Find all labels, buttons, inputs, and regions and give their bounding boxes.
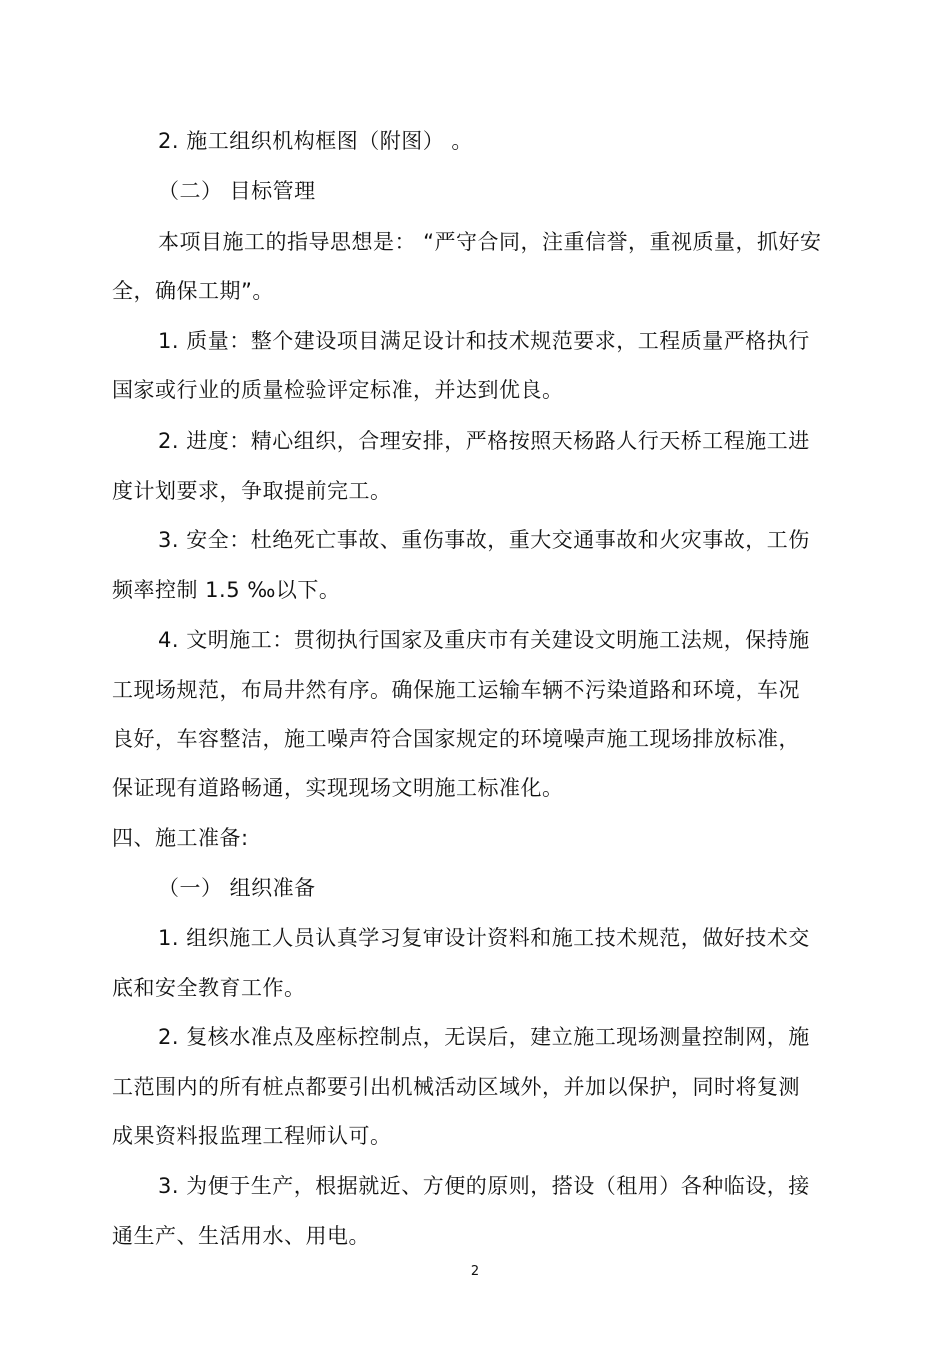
text-line: 通生产、生活用水、用电。 bbox=[112, 1224, 370, 1248]
text-line: 3. 安全：杜绝死亡事故、重伤事故，重大交通事故和火灾事故，工伤 bbox=[158, 528, 810, 552]
text-line: 良好，车容整洁，施工噪声符合国家规定的环境噪声施工现场排放标准， bbox=[112, 727, 800, 751]
text-line: 全，确保工期”。 bbox=[112, 279, 274, 303]
text-line: 工范围内的所有桩点都要引出机械活动区域外，并加以保护，同时将复测 bbox=[112, 1075, 800, 1099]
section-heading: （一） 组织准备 bbox=[158, 876, 316, 900]
text-line: 2. 复核水准点及座标控制点，无误后，建立施工现场测量控制网，施 bbox=[158, 1025, 810, 1049]
text-line: 1. 质量：整个建设项目满足设计和技术规范要求，工程质量严格执行 bbox=[158, 329, 810, 353]
page-number: 2 bbox=[470, 1264, 480, 1279]
text-line: 3. 为便于生产，根据就近、方便的原则，搭设（租用）各种临设，接 bbox=[158, 1174, 810, 1198]
text-line: 2. 进度：精心组织，合理安排，严格按照天杨路人行天桥工程施工进 bbox=[158, 429, 810, 453]
text-line: 本项目施工的指导思想是： “严守合同，注重信誉，重视质量，抓好安 bbox=[158, 230, 822, 254]
text-line: 频率控制 1.5 ‰以下。 bbox=[112, 578, 341, 602]
text-line: 成果资料报监理工程师认可。 bbox=[112, 1124, 392, 1148]
text-line: 4. 文明施工：贯彻执行国家及重庆市有关建设文明施工法规，保持施 bbox=[158, 628, 810, 652]
text-line: 底和安全教育工作。 bbox=[112, 976, 306, 1000]
text-line: 保证现有道路畅通，实现现场文明施工标准化。 bbox=[112, 776, 564, 800]
text-line: 工现场规范，布局井然有序。确保施工运输车辆不污染道路和环境，车况 bbox=[112, 678, 800, 702]
text-line: 2. 施工组织机构框图（附图） 。 bbox=[158, 129, 473, 153]
section-heading: 四、施工准备: bbox=[112, 826, 249, 850]
text-line: 1. 组织施工人员认真学习复审设计资料和施工技术规范，做好技术交 bbox=[158, 926, 810, 950]
section-heading: （二） 目标管理 bbox=[158, 179, 316, 203]
text-line: 度计划要求，争取提前完工。 bbox=[112, 479, 392, 503]
text-line: 国家或行业的质量检验评定标准，并达到优良。 bbox=[112, 378, 564, 402]
